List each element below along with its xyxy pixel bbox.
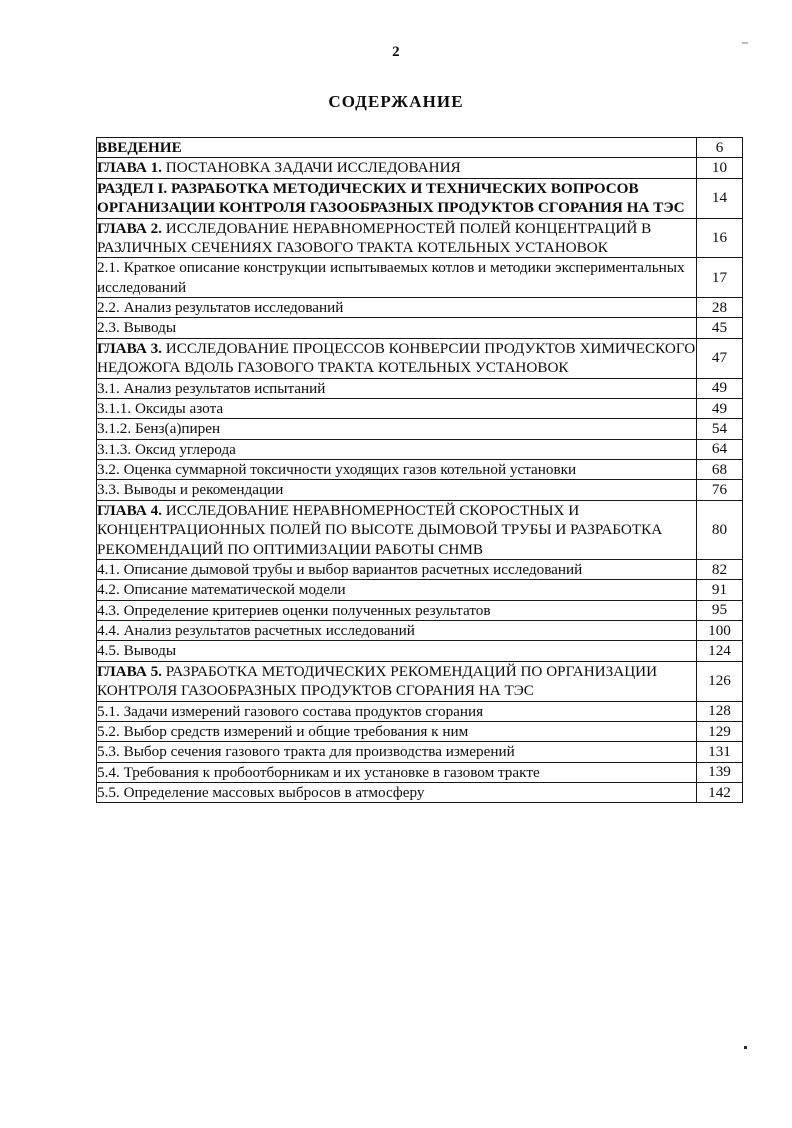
toc-entry-text: 3.3. Выводы и рекомендации [97, 481, 284, 499]
toc-entry-text: 4.2. Описание математической модели [97, 581, 346, 599]
scan-speck-artifact [744, 1046, 747, 1049]
table-row [97, 338, 743, 378]
toc-entry-page-number: 49 [697, 398, 743, 418]
toc-entry-page-number: 17 [697, 258, 743, 298]
table-row [97, 762, 743, 782]
toc-entry-page-number: 45 [697, 318, 743, 338]
table-row [97, 378, 743, 398]
table-row [97, 460, 743, 480]
table-row [97, 218, 743, 258]
toc-entry-title [97, 138, 697, 158]
table-row [97, 138, 743, 158]
toc-entry-page-number: 14 [697, 178, 743, 218]
table-row [97, 641, 743, 661]
toc-entry-title [97, 500, 697, 559]
toc-entry-title [97, 641, 697, 661]
toc-entry-title [97, 721, 697, 741]
toc-entry-title [97, 783, 697, 803]
toc-entry-text: 5.2. Выбор средств измерений и общие требования к ним [97, 722, 469, 740]
toc-entry-text: 5.1. Задачи измерений газового состава продуктов сгорания [97, 702, 484, 720]
toc-entry-page-number: 6 [697, 138, 743, 158]
toc-entry-text: 4.5. Выводы [97, 642, 177, 660]
toc-entry-prefix: ГЛАВА 2. [97, 219, 162, 237]
table-row [97, 298, 743, 318]
toc-entry-page-number: 124 [697, 641, 743, 661]
toc-entry-page-number: 64 [697, 439, 743, 459]
table-row [97, 398, 743, 418]
toc-entry-title [97, 419, 697, 439]
toc-entry-text: ВВЕДЕНИЕ [97, 139, 182, 156]
toc-entry-page-number: 131 [697, 742, 743, 762]
toc-entry-text: 4.1. Описание дымовой трубы и выбор вариантов расчетных исследований [97, 560, 583, 578]
toc-entry-text: 2.2. Анализ результатов исследований [97, 299, 344, 316]
table-row [97, 661, 743, 701]
table-row [97, 439, 743, 459]
toc-entry-title [97, 460, 697, 480]
table-row [97, 742, 743, 762]
table-row [97, 783, 743, 803]
table-row [97, 621, 743, 641]
toc-entry-text: 3.1.1. Оксиды азота [97, 399, 224, 417]
toc-entry-text: 3.2. Оценка суммарной токсичности уходящих газов котельной установки [97, 461, 577, 478]
toc-entry-page-number: 142 [697, 783, 743, 803]
toc-entry-title [97, 480, 697, 500]
table-row [97, 600, 743, 620]
toc-entry-text: 2.1. Краткое описание конструкции испытываемых котлов и методики экспериментальных исследований [97, 259, 685, 296]
toc-entry-text: ИССЛЕДОВАНИЕ ПРОЦЕССОВ КОНВЕРСИИ ПРОДУКТОВ ХИМИЧЕСКОГО НЕДОЖОГА ВДОЛЬ ГАЗОВОГО ТРАКТА КОТЕЛЬНЫХ УСТАНОВОК [97, 339, 696, 377]
toc-entry-prefix: ГЛАВА 3. [97, 339, 162, 357]
table-row [97, 500, 743, 559]
toc-entry-page-number: 49 [697, 378, 743, 398]
toc-entry-prefix: ГЛАВА 5. [97, 662, 162, 680]
toc-entry-text: 4.3. Определение критериев оценки полученных результатов [97, 601, 491, 619]
toc-entry-page-number: 10 [697, 158, 743, 178]
toc-entry-page-number: 100 [697, 621, 743, 641]
toc-entry-title [97, 158, 697, 178]
table-row [97, 158, 743, 178]
table-row [97, 580, 743, 600]
toc-entry-text: 5.4. Требования к пробоотборникам и их установке в газовом тракте [97, 763, 540, 781]
toc-entry-page-number: 139 [697, 762, 743, 782]
toc-entry-page-number: 126 [697, 661, 743, 701]
page-title: СОДЕРЖАНИЕ [328, 92, 464, 111]
toc-entry-title [97, 439, 697, 459]
toc-entry-title [97, 661, 697, 701]
toc-entry-title [97, 580, 697, 600]
table-row [97, 721, 743, 741]
toc-entry-title [97, 218, 697, 258]
table-row [97, 318, 743, 338]
toc-entry-page-number: 129 [697, 721, 743, 741]
toc-entry-text: 2.3. Выводы [97, 319, 177, 337]
toc-entry-page-number: 47 [697, 338, 743, 378]
page-number: 2 [392, 44, 400, 60]
toc-entry-title [97, 621, 697, 641]
toc-entry-page-number: 76 [697, 480, 743, 500]
toc-entry-title [97, 742, 697, 762]
toc-entry-page-number: 128 [697, 701, 743, 721]
toc-entry-text: ИССЛЕДОВАНИЕ НЕРАВНОМЕРНОСТЕЙ ПОЛЕЙ КОНЦЕНТРАЦИЙ В РАЗЛИЧНЫХ СЕЧЕНИЯХ ГАЗОВОГО ТРАКТА КОТЕЛЬНЫХ УСТАНОВОК [97, 219, 652, 256]
table-row [97, 559, 743, 579]
toc-entry-prefix: ГЛАВА 4. [97, 501, 162, 519]
toc-entry-title [97, 398, 697, 418]
toc-entry-text: 4.4. Анализ результатов расчетных исследований [97, 622, 415, 639]
toc-entry-text: 3.1.2. Бенз(а)пирен [97, 420, 221, 438]
toc-entry-prefix: ГЛАВА 1. [97, 159, 162, 177]
toc-entry-text: 3.1. Анализ результатов испытаний [97, 379, 326, 397]
toc-entry-title [97, 378, 697, 398]
toc-table [96, 137, 743, 803]
toc-entry-title [97, 338, 697, 378]
toc-entry-title [97, 600, 697, 620]
toc-entry-page-number: 91 [697, 580, 743, 600]
toc-entry-page-number: 28 [697, 298, 743, 318]
toc-entry-title [97, 178, 697, 218]
toc-entry-page-number: 80 [697, 500, 743, 559]
toc-entry-title [97, 318, 697, 338]
toc-entry-text: 5.3. Выбор сечения газового тракта для производства измерений [97, 743, 515, 761]
toc-entry-title [97, 762, 697, 782]
table-row [97, 419, 743, 439]
toc-entry-title [97, 701, 697, 721]
toc-entry-page-number: 54 [697, 419, 743, 439]
toc-entry-text: ПОСТАНОВКА ЗАДАЧИ ИССЛЕДОВАНИЯ [161, 159, 461, 177]
toc-entry-page-number: 16 [697, 218, 743, 258]
toc-entry-page-number: 82 [697, 559, 743, 579]
table-row [97, 178, 743, 218]
toc-entry-page-number: 95 [697, 600, 743, 620]
toc-entry-text: 5.5. Определение массовых выбросов в атмосферу [97, 784, 425, 801]
toc-entry-title [97, 298, 697, 318]
table-row [97, 701, 743, 721]
toc-entry-text: ИССЛЕДОВАНИЕ НЕРАВНОМЕРНОСТЕЙ СКОРОСТНЫХ И КОНЦЕНТРАЦИОННЫХ ПОЛЕЙ ПО ВЫСОТЕ ДЫМОВОЙ ТРУБЫ И РАЗРАБОТКА РЕКОМЕНДАЦИЙ ПО ОПТИМИЗАЦИИ РАБОТЫ СНМВ [97, 501, 663, 558]
toc-entry-text: РАЗРАБОТКА МЕТОДИЧЕСКИХ РЕКОМЕНДАЦИЙ ПО ОРГАНИЗАЦИИ КОНТРОЛЯ ГАЗООБРАЗНЫХ ПРОДУКТОВ СГОРАНИЯ НА ТЭС [97, 662, 658, 700]
toc-entry-page-number: 68 [697, 460, 743, 480]
table-row [97, 258, 743, 298]
toc-entry-title [97, 258, 697, 298]
toc-entry-text: РАЗДЕЛ I. РАЗРАБОТКА МЕТОДИЧЕСКИХ И ТЕХНИЧЕСКИХ ВОПРОСОВ ОРГАНИЗАЦИИ КОНТРОЛЯ ГАЗООБРАЗНЫХ ПРОДУКТОВ СГОРАНИЯ НА ТЭС [97, 179, 685, 217]
toc-entry-title [97, 559, 697, 579]
table-row [97, 480, 743, 500]
toc-entry-text: 3.1.3. Оксид углерода [97, 440, 236, 458]
table-of-contents [96, 137, 743, 803]
